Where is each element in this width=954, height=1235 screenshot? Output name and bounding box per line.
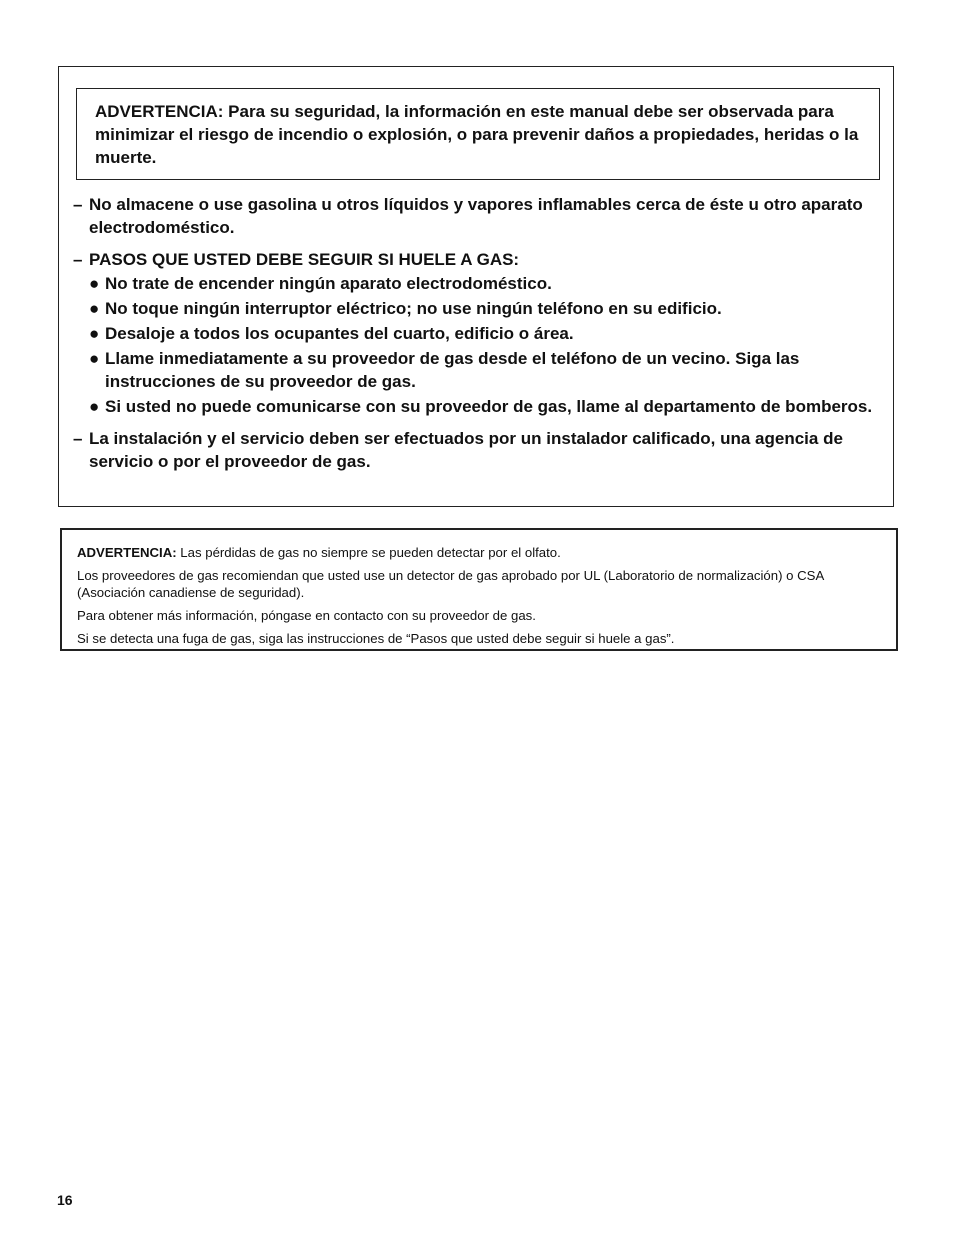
safety-instructions: [73, 193, 883, 473]
installation-note-item: [73, 427, 883, 473]
step-item: [73, 395, 883, 418]
safety-warning-box: [58, 66, 894, 507]
bullet-icon: ●: [89, 397, 100, 416]
storage-warning-text: No almacene o use gasolina u otros líquidos y vapores inflamables cerca de éste u otro aparato electrodoméstico.: [89, 195, 863, 237]
contact-paragraph: Para obtener más información, póngase en contacto con su proveedor de gas.: [77, 608, 536, 623]
step-item: [73, 272, 883, 295]
step-text: Si usted no puede comunicarse con su proveedor de gas, llame al departamento de bomberos.: [105, 397, 873, 416]
dash-marker: –: [73, 195, 83, 214]
gas-smell-steps: [73, 248, 883, 271]
leak-paragraph: Si se detecta una fuga de gas, siga las instrucciones de “Pasos que usted debe seguir si huele a gas”.: [77, 631, 675, 646]
warning-label: ADVERTENCIA:: [77, 545, 177, 560]
dash-marker: –: [73, 429, 83, 448]
gas-warning-paragraph: [77, 544, 882, 561]
step-text: No trate de encender ningún aparato electrodoméstico.: [105, 274, 552, 293]
page-number: 16: [57, 1192, 73, 1208]
step-text: No toque ningún interruptor eléctrico; no use ningún teléfono en su edificio.: [105, 299, 722, 318]
bullet-icon: ●: [89, 324, 100, 343]
storage-warning-item: [73, 193, 883, 239]
steps-heading: PASOS QUE USTED DEBE SEGUIR SI HUELE A GAS:: [89, 250, 520, 269]
step-text: Llame inmediatamente a su proveedor de gas desde el teléfono de un vecino. Siga las instrucciones de su proveedor de gas.: [105, 349, 800, 391]
step-item: [73, 347, 883, 393]
detector-paragraph: Los proveedores de gas recomiendan que usted use un detector de gas aprobado por UL (Laboratorio de normalización) o CSA (Asociación canadiense de seguridad).: [77, 568, 824, 600]
step-text: Desaloje a todos los ocupantes del cuarto, edificio o área.: [105, 324, 574, 343]
step-list: [73, 272, 883, 418]
bullet-icon: ●: [89, 299, 100, 318]
bullet-icon: ●: [89, 274, 100, 293]
step-item: [73, 322, 883, 345]
gas-detection-box: [60, 528, 898, 651]
bullet-icon: ●: [89, 349, 100, 368]
step-item: [73, 297, 883, 320]
dash-marker: –: [73, 250, 83, 269]
warning-text: Las pérdidas de gas no siempre se pueden detectar por el olfato.: [176, 545, 561, 560]
warning-header: ADVERTENCIA: Para su seguridad, la información en este manual debe ser observada para minimizar el riesgo de incendio o explosión, o para prevenir daños a propiedades, heridas o la muerte.: [76, 88, 880, 180]
installation-note-text: La instalación y el servicio deben ser efectuados por un instalador calificado, una agencia de servicio o por el proveedor de gas.: [89, 429, 843, 471]
